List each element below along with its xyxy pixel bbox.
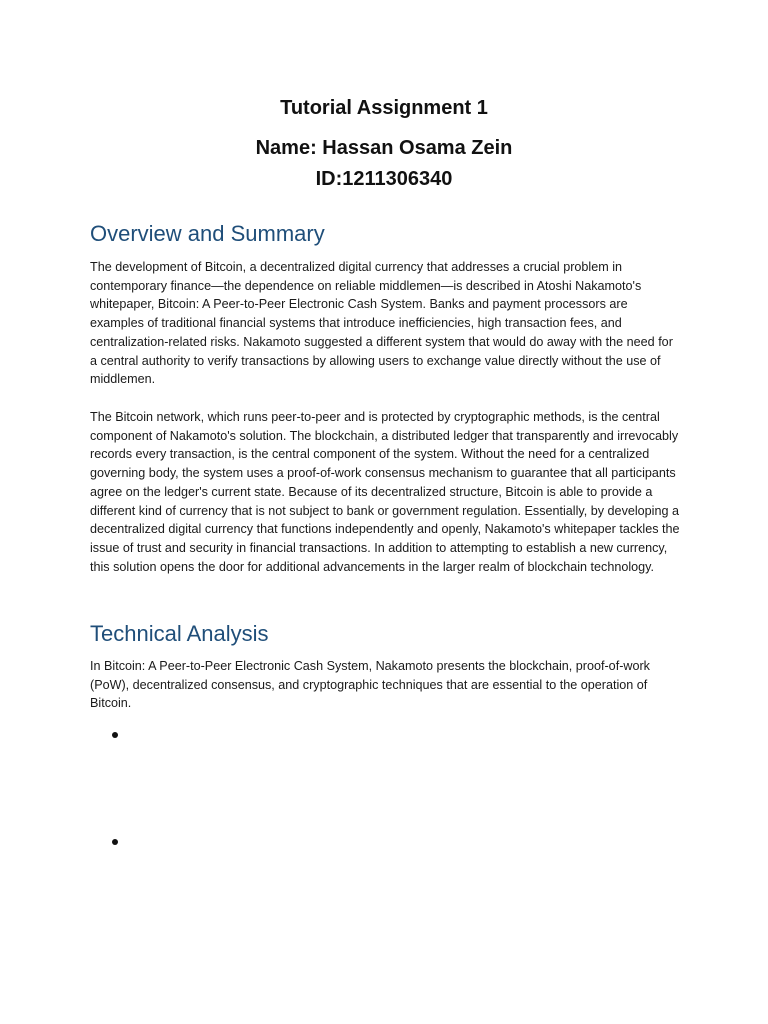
section-heading-overview: Overview and Summary [90,221,325,246]
technical-paragraph-1: In Bitcoin: A Peer-to-Peer Electronic Cash System, Nakamoto presents the blockchain, proof-of-work (PoW), decentralized consensus, and cryptographic techniques that are essential to the operation of Bitcoin. [90,659,650,711]
overview-paragraph-2: The Bitcoin network, which runs peer-to-peer and is protected by cryptographic methods, is the central component of Nakamoto's solution. The blockchain, a distributed ledger that transparently and irrevocably records every transaction, is the central component of the system. Without the need for a centralized governing body, the system uses a proof-of-work consensus mechanism to guarantee that all participants agree on the ledger's current state. Because of its decentralized structure, Bitcoin is able to provide a different kind of currency that is not subject to bank or government regulation. Essentially, by developing a decentralized digital currency that functions independently and openly, Nakamoto's whitepaper tackles the issue of trust and security in financial transactions. In addition to attempting to establish a new currency, this solution opens the door for additional advancements in the larger realm of blockchain technology. [90,410,680,574]
bullet-icon [112,839,120,847]
document-title: Tutorial Assignment 1 [280,97,488,119]
author-name: Name: Hassan Osama Zein [255,137,513,159]
section-heading-technical-analysis: Technical Analysis [90,621,269,646]
overview-paragraph-1: The development of Bitcoin, a decentralized digital currency that addresses a crucial problem in contemporary finance—the dependence on reliable middlemen—is described in Atoshi Nakamoto's whitepaper, Bitcoin: A Peer-to-Peer Electronic Cash System. Banks and payment processors are examples of traditional financial systems that introduce inefficiencies, high transaction fees, and centralization-related risks. Nakamoto suggested a different system that would do away with the need for a central authority to verify transactions by allowing users to exchange value directly without the use of middlemen. [90,260,673,387]
student-id: ID:1211306340 [315,168,453,190]
bullet-icon [112,732,120,740]
